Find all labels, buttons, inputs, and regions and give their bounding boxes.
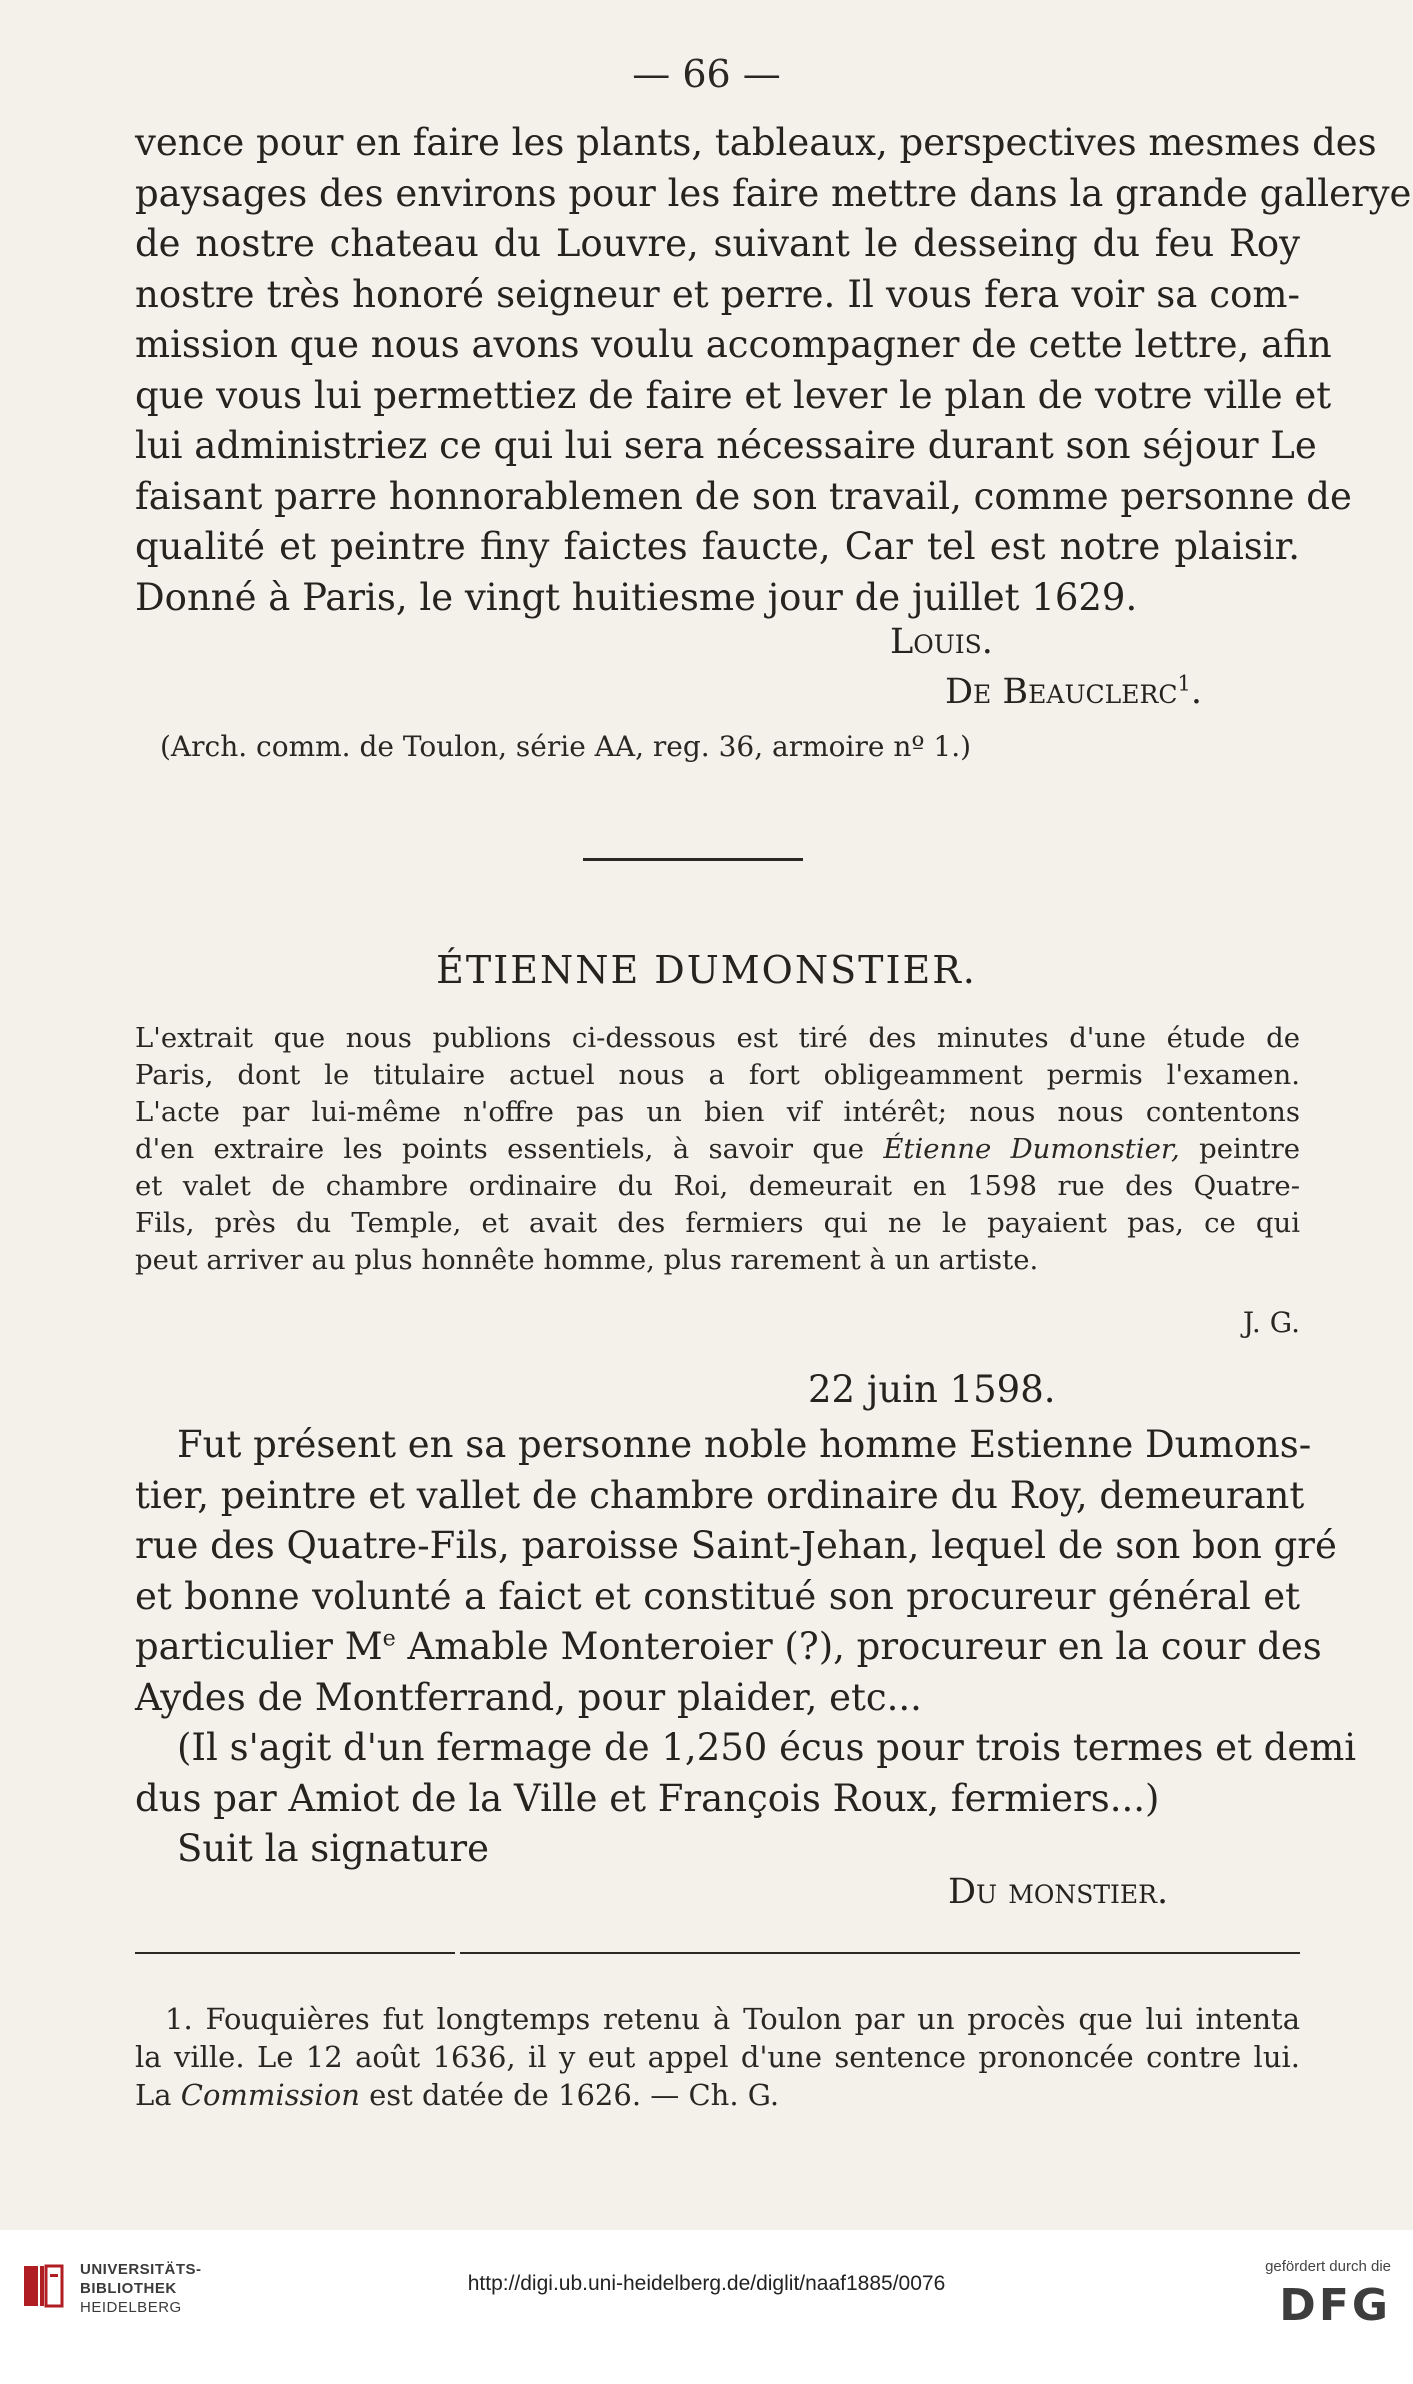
intro-paragraph <box>135 1020 1300 1279</box>
intro-line <box>135 1131 1300 1168</box>
act-line5-start: particulier M <box>135 1625 383 1668</box>
page-number: — 66 — <box>632 52 781 96</box>
letter-paragraph <box>135 118 1412 623</box>
signature-beauclerc-name: De Beauclerc <box>945 672 1178 712</box>
intro-line: et valet de chambre ordinaire du Roi, demeurait en 1598 rue des Quatre- <box>135 1170 1300 1202</box>
permalink[interactable]: http://digi.ub.uni-heidelberg.de/diglit/naaf1885/0076 <box>467 2272 946 2295</box>
section-divider <box>583 858 803 861</box>
act-line: Aydes de Montferrand, pour plaider, etc... <box>135 1675 922 1719</box>
act-line: dus par Amiot de la Ville et François Roux, fermiers...) <box>135 1776 1160 1820</box>
library-line3: HEIDELBERG <box>80 2299 182 2316</box>
footnote-line: la ville. Le 12 août 1636, il y eut appel d'une sentence prononcée contre lui. <box>135 2040 1300 2074</box>
act-line: rue des Quatre-Fils, paroisse Saint-Jehan, lequel de son bon gré <box>135 1524 1337 1567</box>
footnote-line3-end: est datée de 1626. — Ch. G. <box>369 2078 780 2112</box>
intro-line: peut arriver au plus honnête homme, plus rarement à un artiste. <box>135 1244 1039 1276</box>
intro-line4-name: Étienne Dumonstier, <box>883 1133 1180 1165</box>
act-line: (Il s'agit d'un fermage de 1,250 écus pour trois termes et demi <box>177 1726 1357 1769</box>
intro-line: Fils, près du Temple, et avait des fermiers qui ne le payaient pas, ce qui <box>135 1207 1300 1239</box>
archive-reference: (Arch. comm. de Toulon, série AA, reg. 36, armoire nº 1.) <box>160 730 972 763</box>
initials: J. G. <box>1242 1306 1300 1339</box>
library-line2: BIBLIOTHEK <box>80 2280 177 2297</box>
signature-beauclerc <box>945 672 1202 712</box>
intro-line4-end: peintre <box>1199 1133 1300 1165</box>
intro-line: L'acte par lui-même n'offre pas un bien vif intérêt; nous nous contentons <box>135 1096 1300 1128</box>
act-line: tier, peintre et vallet de chambre ordinaire du Roy, demeurant <box>135 1473 1305 1517</box>
letter-line: Donné à Paris, le vingt huitiesme jour de juillet 1629. <box>135 575 1138 619</box>
intro-line4-start: d'en extraire les points essentiels, à savoir que <box>135 1133 864 1165</box>
signature-end: . <box>1190 672 1202 712</box>
footnote-rule-right <box>460 1952 1300 1954</box>
act-line5-end: Amable Monteroier (?), procureur en la cour des <box>395 1625 1322 1668</box>
footnote-marker: 1 <box>1177 671 1191 696</box>
letter-line: vence pour en faire les plants, tableaux, perspectives mesmes des <box>135 121 1377 164</box>
intro-line: Paris, dont le titulaire actuel nous a fort obligeamment permis l'examen. <box>135 1059 1300 1091</box>
section-heading: ÉTIENNE DUMONSTIER. <box>436 948 977 992</box>
act-line: Suit la signature <box>177 1827 489 1870</box>
footnote-line: 1. Fouquières fut longtemps retenu à Toulon par un procès que lui intenta <box>165 2002 1300 2036</box>
letter-line: nostre très honoré seigneur et perre. Il vous fera voir sa com- <box>135 272 1300 316</box>
act-signature: Du monstier. <box>948 1872 1169 1912</box>
act-date: 22 juin 1598. <box>808 1368 1056 1411</box>
act-line5-sup: e <box>382 1625 396 1652</box>
act-paragraph <box>135 1420 1357 1875</box>
letter-line: que vous lui permettiez de faire et lever le plan de votre ville et <box>135 373 1332 417</box>
act-line: et bonne volunté a faict et constitué son procureur général et <box>135 1574 1300 1618</box>
footnote <box>135 2000 1300 2114</box>
footnote-line <box>135 2076 1300 2114</box>
intro-line: L'extrait que nous publions ci-dessous est tiré des minutes d'une étude de <box>135 1022 1300 1054</box>
act-line <box>135 1622 1322 1673</box>
signature-louis: Louis. <box>890 622 993 662</box>
letter-line: paysages des environs pour les faire mettre dans la grande gallerye <box>135 171 1412 215</box>
letter-line: qualité et peintre finy faictes faucte, Car tel est notre plaisir. <box>135 525 1300 568</box>
letter-line: de nostre chateau du Louvre, suivant le desseing du feu Roy <box>135 222 1300 265</box>
footnote-line3-start: La <box>135 2078 172 2112</box>
act-line: Fut présent en sa personne noble homme Estienne Dumons- <box>177 1423 1312 1466</box>
library-line1: UNIVERSITÄTS- <box>80 2261 202 2278</box>
letter-line: lui administriez ce qui lui sera nécessaire durant son séjour Le <box>135 424 1317 467</box>
footnote-rule-left <box>135 1952 455 1954</box>
viewer-footer <box>0 2230 1413 2384</box>
dfg-logo: DFG <box>1279 2280 1391 2331</box>
funded-by-label: gefördert durch die <box>1265 2258 1391 2275</box>
letter-line: mission que nous avons voulu accompagner de cette lettre, afin <box>135 323 1332 366</box>
footnote-line3-italic: Commission <box>180 2078 360 2112</box>
letter-line: faisant parre honnorablemen de son travail, comme personne de <box>135 474 1352 518</box>
